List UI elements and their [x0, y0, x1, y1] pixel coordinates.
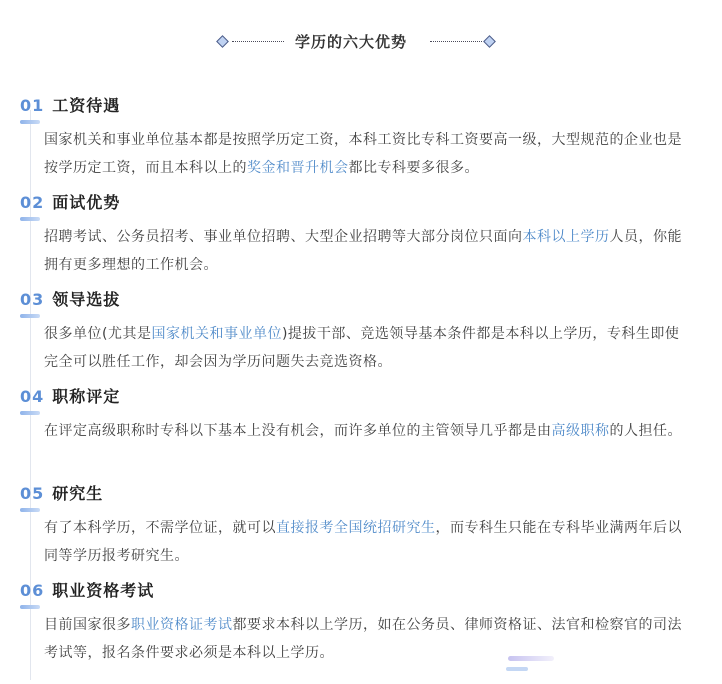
section-number: 06 [20, 581, 45, 600]
section-number: 04 [20, 387, 45, 406]
accent-bar [20, 314, 40, 318]
section-heading [20, 288, 120, 312]
body-text: 目前国家很多 [44, 617, 131, 633]
section-body [44, 320, 684, 376]
body-text: 都比专科要多很多。 [348, 160, 479, 176]
section-body [44, 417, 684, 445]
section-heading [20, 579, 154, 603]
section-number: 01 [20, 96, 45, 115]
divider [430, 41, 482, 42]
section-number: 02 [20, 193, 45, 212]
section-title: 研究生 [52, 484, 104, 503]
accent-bar [20, 605, 40, 609]
diamond-icon [216, 35, 229, 48]
highlight-text: 奖金和晋升机会 [247, 160, 349, 176]
section-title: 领导选拔 [52, 290, 121, 309]
body-text: ，而专科生只能在专科毕业满两年后以同等学历报考研究生。 [44, 520, 682, 564]
body-text: 都要求本科以上学历，如在公务员、律师资格证、法官和检察官的司法考试等，报名条件要求必须是本科以上学历。 [44, 617, 682, 661]
body-text: 人员，你能拥有更多理想的工作机会。 [44, 229, 682, 273]
section-title: 职业资格考试 [52, 581, 155, 600]
highlight-text: 高级职称 [551, 423, 610, 439]
section-number: 05 [20, 484, 45, 503]
section-heading [20, 94, 120, 118]
section-title: 面试优势 [52, 193, 121, 212]
section-title: 工资待遇 [52, 96, 121, 115]
accent-bar [20, 217, 40, 221]
highlight-text: 国家机关和事业单位 [151, 326, 282, 342]
section-body [44, 514, 684, 570]
section-heading [20, 385, 120, 409]
diamond-icon [483, 35, 496, 48]
accent-bar [20, 508, 40, 512]
decorative-bar [506, 667, 528, 671]
body-text: 在评定高级职称时专科以下基本上没有机会，而许多单位的主管领导几乎都是由 [44, 423, 552, 439]
section-body [44, 611, 684, 667]
section-body [44, 223, 684, 279]
highlight-text: 职业资格证考试 [131, 617, 233, 633]
accent-bar [20, 120, 40, 124]
section-title: 职称评定 [52, 387, 121, 406]
section-heading [20, 191, 120, 215]
body-text: 国家机关和事业单位基本都是按照学历定工资，本科工资比专科工资要高一级，大型规范的企业也是按学历定工资，而且本科以上的 [44, 132, 682, 176]
divider [232, 41, 284, 42]
section-heading [20, 482, 103, 506]
body-text: 有了本科学历，不需学位证，就可以 [44, 520, 276, 536]
section-body [44, 126, 684, 182]
highlight-text: 直接报考全国统招研究生 [276, 520, 436, 536]
page-header [0, 30, 722, 54]
body-text: )提拔干部、竞选领导基本条件都是本科以上学历，专科生即使完全可以胜任工作，却会因为学历问题失去竞选资格。 [44, 326, 680, 370]
body-text: 很多单位(尤其是 [44, 326, 152, 342]
page-title: 学历的六大优势 [295, 33, 408, 51]
decorative-bar [508, 656, 554, 661]
body-text: 招聘考试、公务员招考、事业单位招聘、大型企业招聘等大部分岗位只面向 [44, 229, 523, 245]
body-text: 的人担任。 [609, 423, 682, 439]
accent-bar [20, 411, 40, 415]
section-number: 03 [20, 290, 45, 309]
highlight-text: 本科以上学历 [522, 229, 610, 245]
